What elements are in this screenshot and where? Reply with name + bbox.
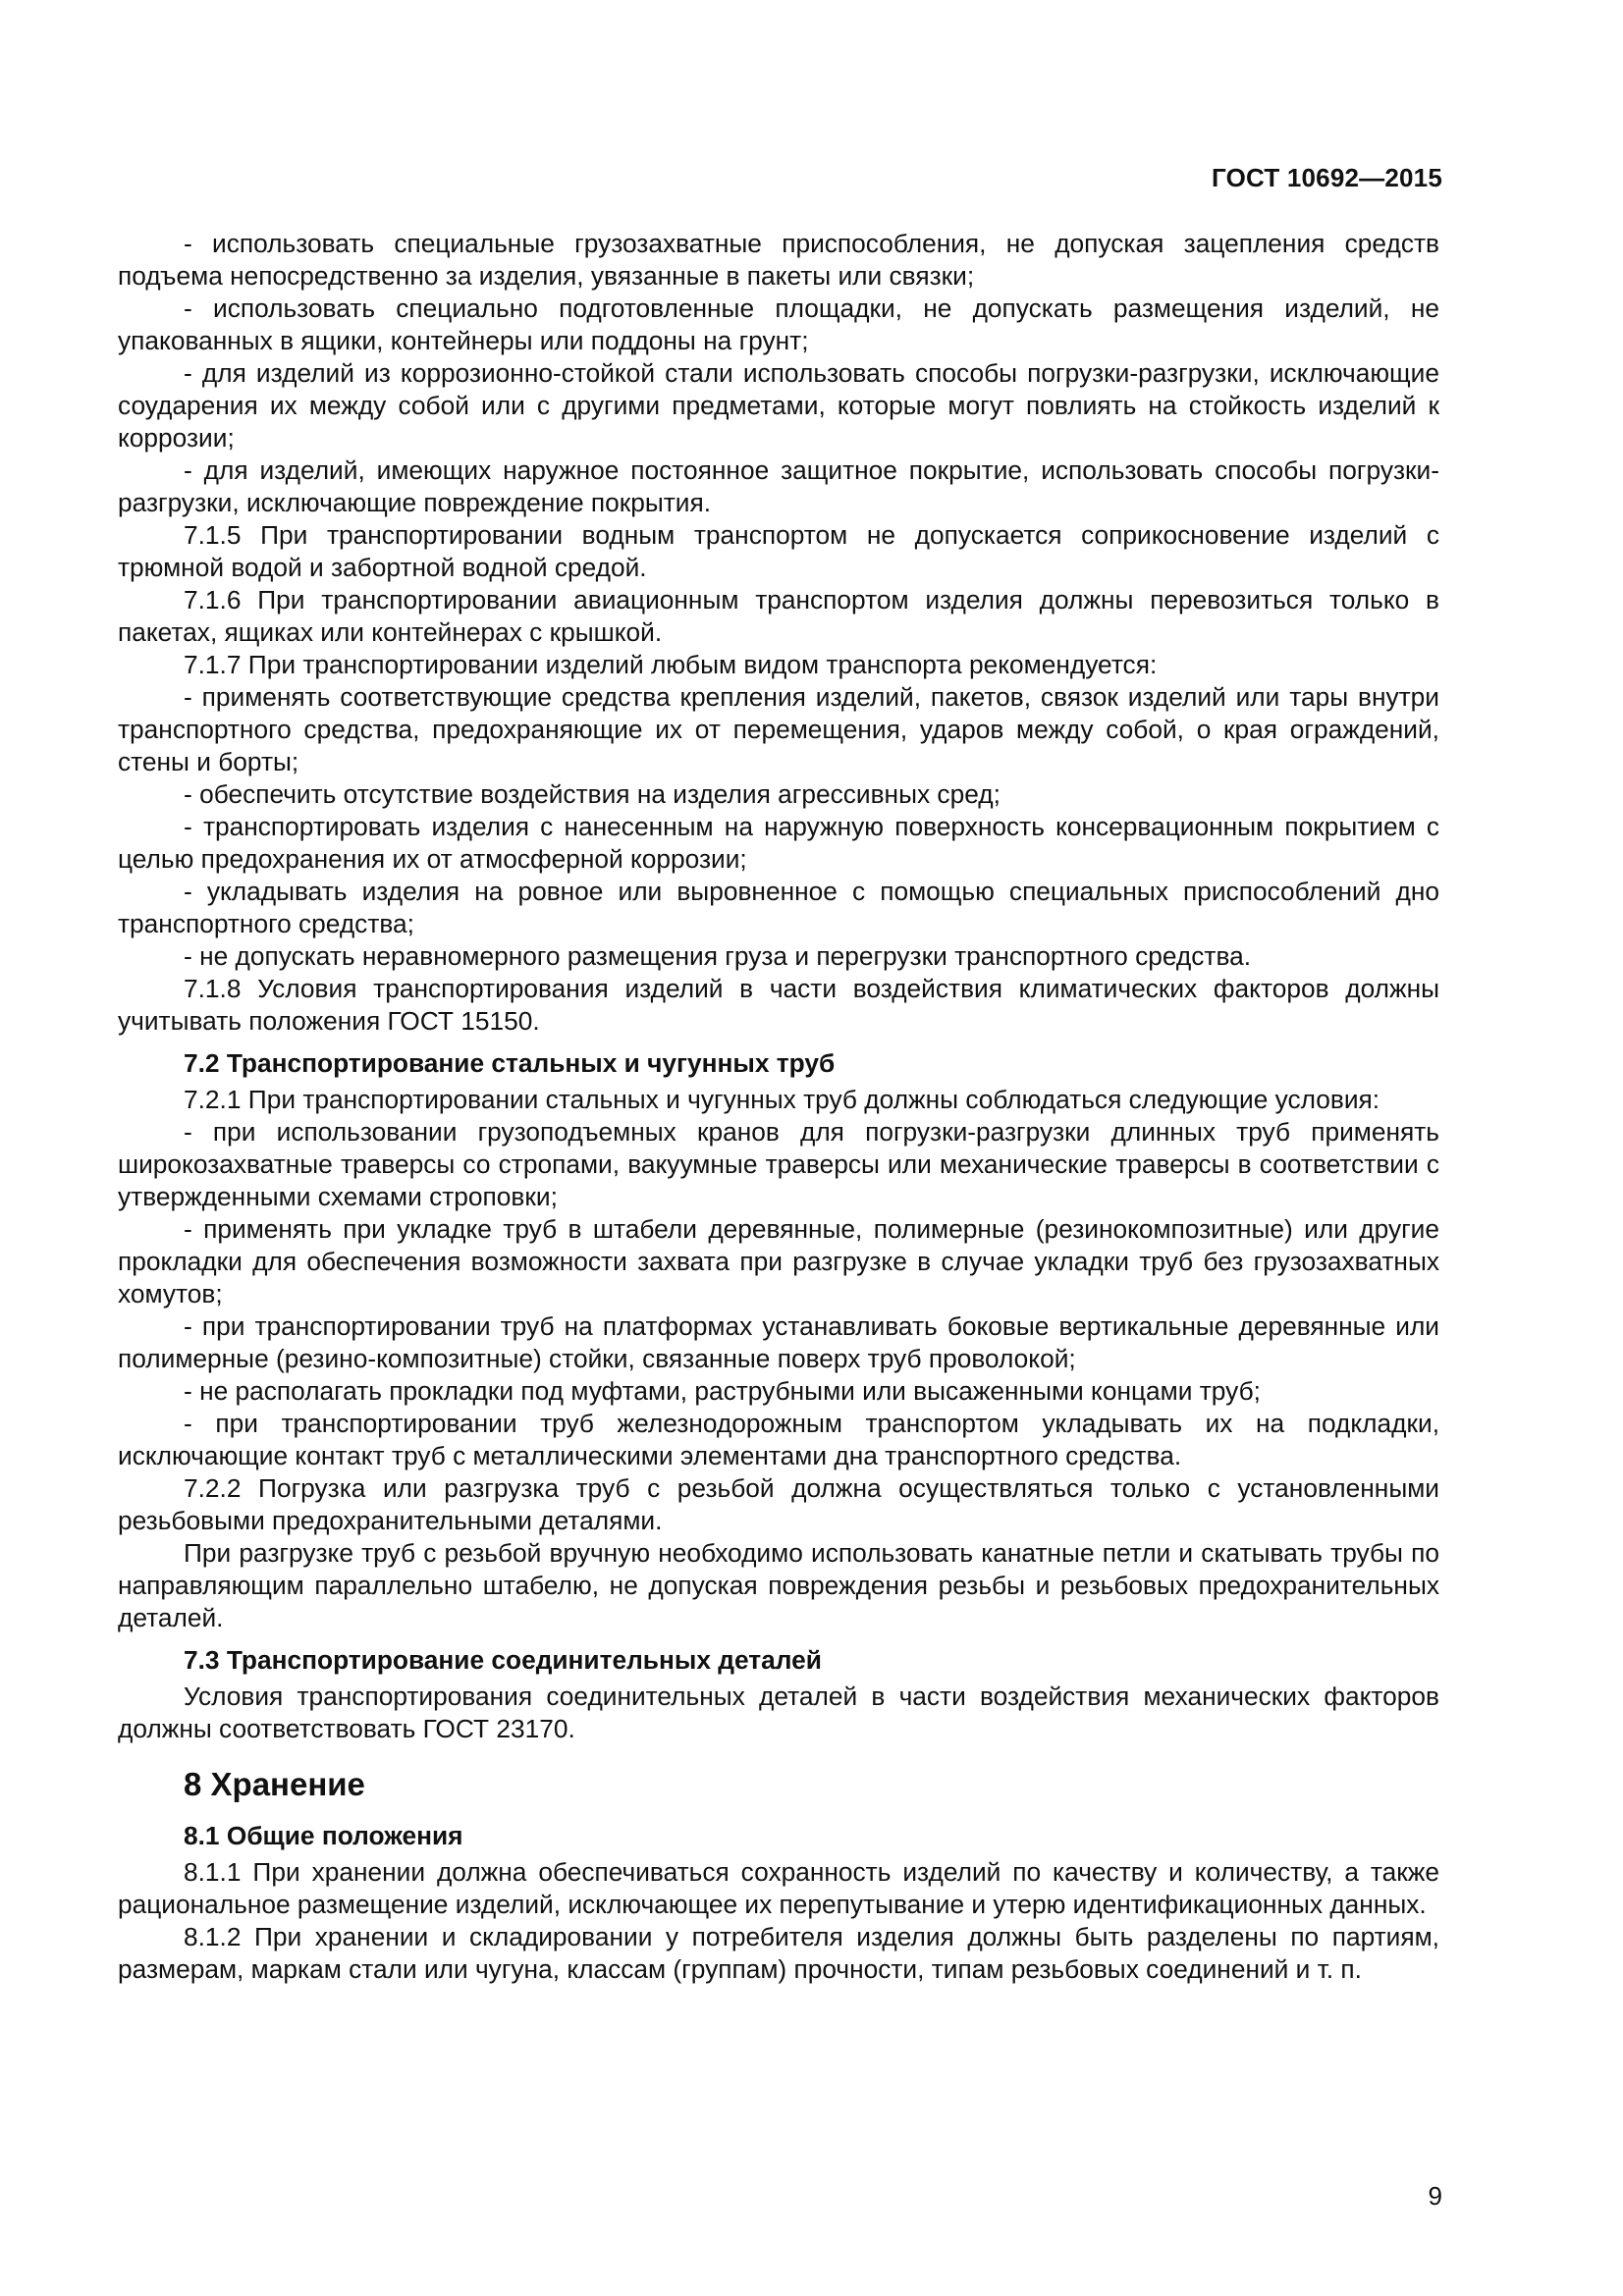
paragraph: - применять соответствующие средства крепления изделий, пакетов, связок изделий или тары внутри транспортного средства, предохраняющие их от перемещения, ударов между собой, о края ограждений, стены и борты; [118,682,1439,776]
paragraph: 7.1.7 При транспортировании изделий любым видом транспорта рекомендуется: [184,650,1158,679]
document-body [118,228,1439,1986]
paragraph: - не располагать прокладки под муфтами, раструбными или высаженными концами труб; [184,1376,1261,1406]
paragraph: - использовать специальные грузозахватные приспособления, не допуская зацепления средств подъема непосредственно за изделия, увязанные в пакеты или связки; [118,229,1439,291]
paragraph: - при транспортировании труб на платформах устанавливать боковые вертикальные деревянные или полимерные (резино-композитные) стойки, связанные поверх труб проволокой; [118,1311,1439,1373]
paragraph: - использовать специально подготовленные площадки, не допускать размещения изделий, не упакованных в ящики, контейнеры или поддоны на грунт; [118,294,1439,355]
paragraph: При разгрузке труб с резьбой вручную необходимо использовать канатные петли и скатывать трубы по направляющим параллельно штабелю, не допуская повреждения резьбы и резьбовых предохранительных деталей. [118,1538,1439,1632]
section-heading: 8 Хранение [184,1766,365,1802]
paragraph: 8.1.1 При хранении должна обеспечиваться сохранность изделий по качеству и количеству, а также рациональное размещение изделий, исключающее их перепутывание и утерю идентификационных данных. [118,1857,1439,1919]
paragraph: 7.2.1 При транспортировании стальных и чугунных труб должны соблюдаться следующие условия: [184,1085,1380,1114]
paragraph: - укладывать изделия на ровное или выровненное с помощью специальных приспособлений дно транспортного средства; [118,877,1439,938]
subsection-heading: 8.1 Общие положения [184,1821,463,1850]
paragraph: 8.1.2 При хранении и складировании у потребителя изделия должны быть разделены по партиям, размерам, маркам стали или чугуна, классам (группам) прочности, типам резьбовых соединений и т. п. [118,1922,1439,1984]
subsection-heading: 7.3 Транспортирование соединительных деталей [184,1645,822,1675]
paragraph: - транспортировать изделия с нанесенным на наружную поверхность консервационным покрытием с целью предохранения их от атмосферной коррозии; [118,812,1439,874]
paragraph: - при транспортировании труб железнодорожным транспортом укладывать их на подкладки, исключающие контакт труб с металлическими элементами дна транспортного средства. [118,1409,1439,1470]
paragraph: Условия транспортирования соединительных деталей в части воздействия механических факторов должны соответствовать ГОСТ 23170. [118,1682,1439,1743]
paragraph: - для изделий, имеющих наружное постоянное защитное покрытие, использовать способы погрузки-разгрузки, исключающие повреждение покрытия. [118,455,1439,517]
paragraph: - при использовании грузоподъемных кранов для погрузки-разгрузки длинных труб применять широкозахватные траверсы со стропами, вакуумные траверсы или механические траверсы в соответствии с утвержденными схемами строповки; [118,1117,1439,1211]
paragraph: - для изделий из коррозионно-стойкой стали использовать способы погрузки-разгрузки, исключающие соударения их между собой или с другими предметами, которые могут повлиять на стойкость изделий к коррозии; [118,358,1439,453]
paragraph: 7.1.5 При транспортировании водным транспортом не допускается соприкосновение изделий с трюмной водой и забортной водной средой. [118,520,1439,582]
paragraph: 7.1.8 Условия транспортирования изделий в части воздействия климатических факторов должны учитывать положения ГОСТ 15150. [118,974,1439,1036]
document-id-header: ГОСТ 10692—2015 [1212,163,1442,192]
paragraph: - не допускать неравномерного размещения груза и перегрузки транспортного средства. [184,941,1252,971]
paragraph: 7.1.6 При транспортировании авиационным транспортом изделия должны перевозиться только в пакетах, ящиках или контейнерах с крышкой. [118,585,1439,647]
subsection-heading: 7.2 Транспортирование стальных и чугунных труб [184,1048,836,1078]
paragraph: 7.2.2 Погрузка или разгрузка труб с резьбой должна осуществляться только с установленными резьбовыми предохранительными деталями. [118,1473,1439,1535]
paragraph: - обеспечить отсутствие воздействия на изделия агрессивных сред; [184,779,1001,809]
page-number: 9 [1428,2181,1442,2211]
paragraph: - применять при укладке труб в штабели деревянные, полимерные (резинокомпозитные) или другие прокладки для обеспечения возможности захвата при разгрузке в случае укладки труб без грузозахватных хомутов; [118,1214,1439,1308]
